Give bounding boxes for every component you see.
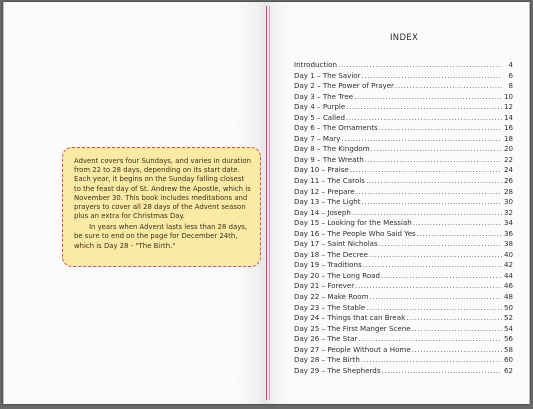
index-entry[interactable] — [294, 313, 513, 324]
index-entry-leader-dots — [366, 303, 502, 312]
spine-blue-line — [269, 6, 270, 400]
index-entry-page-number: 26 — [503, 176, 513, 186]
index-entry-leader-dots — [366, 176, 502, 185]
index-entry-page-number: 48 — [503, 292, 513, 302]
index-entry-page-number: 8 — [508, 81, 513, 91]
index-entry[interactable] — [294, 123, 513, 134]
index-entry-page-number: 4 — [508, 60, 513, 69]
index-entry-leader-dots — [355, 281, 502, 290]
index-entry-page-number: 44 — [503, 270, 513, 280]
index-entry-page-number: 52 — [503, 313, 513, 323]
index-entry-label: Day 22 – Make Room — [294, 292, 369, 302]
index-entry-label: Day 19 – Traditions — [294, 260, 362, 270]
index-entry-leader-dots — [412, 324, 502, 333]
index-entry-page-number: 32 — [503, 207, 513, 217]
index-entry-leader-dots — [341, 134, 502, 143]
index-entry-page-number: 62 — [503, 365, 513, 375]
index-entry-label: Day 9 – The Wreath — [294, 154, 364, 164]
index-entry-label: Day 20 – The Long Road — [294, 270, 381, 280]
index-entry[interactable] — [294, 81, 513, 92]
index-entry-page-number: 18 — [503, 133, 513, 143]
index-entry[interactable] — [294, 134, 513, 145]
advent-info-note — [62, 147, 261, 267]
index-entry[interactable] — [294, 113, 513, 124]
index-entry[interactable] — [294, 102, 513, 113]
index-entry[interactable] — [294, 60, 513, 71]
index-entry[interactable] — [294, 250, 513, 261]
note-paragraph-2: In years when Advent lasts less than 28 days, be sure to end on the page for December 24th, which is Day 28 - "The Birth." — [74, 223, 248, 250]
index-entry[interactable] — [294, 239, 513, 250]
index-entry-label: Day 1 – The Savior — [294, 70, 361, 80]
index-entry-label: Day 17 – Saint Nicholas — [294, 239, 378, 249]
index-entry-label: Day 29 – The Shepherds — [294, 365, 381, 375]
index-entry-leader-dots — [381, 271, 502, 280]
index-entry-label: Day 28 – The Birth — [294, 355, 360, 365]
index-entry-page-number: 22 — [503, 154, 513, 164]
index-entry-leader-dots — [361, 355, 502, 364]
index-entry-page-number: 42 — [503, 260, 513, 270]
index-entry-label: Day 12 – Prepare — [294, 186, 355, 196]
index-entry[interactable] — [294, 303, 513, 314]
index-entry-leader-dots — [356, 187, 502, 196]
index-entry-leader-dots — [369, 250, 502, 259]
index-entry-leader-dots — [395, 81, 502, 90]
index-entry-label: Day 14 – Joseph — [294, 207, 351, 217]
index-entry-page-number: 24 — [503, 165, 513, 175]
index-entry[interactable] — [294, 324, 513, 335]
index-entry-leader-dots — [417, 229, 502, 238]
book-spread — [3, 2, 530, 404]
index-entry[interactable] — [294, 197, 513, 208]
index-entry-label: Day 4 – Purple — [294, 102, 346, 112]
index-entry-leader-dots — [350, 165, 502, 174]
index-entry-page-number: 58 — [503, 344, 513, 354]
index-entry-leader-dots — [346, 102, 502, 111]
index-entry[interactable] — [294, 218, 513, 229]
index-entry-leader-dots — [413, 218, 502, 227]
index-entry-leader-dots — [338, 60, 502, 69]
index-entry-page-number: 14 — [503, 112, 513, 122]
index-entry[interactable] — [294, 366, 513, 377]
index-entry-page-number: 46 — [503, 281, 513, 291]
index-entry-label: Day 6 – The Ornaments — [294, 123, 378, 133]
index-entry-label: Day 7 – Mary — [294, 133, 341, 143]
index-entry-leader-dots — [379, 123, 502, 132]
index-entry[interactable] — [294, 155, 513, 166]
index-entry[interactable] — [294, 229, 513, 240]
index-entry-label: Day 11 – The Carols — [294, 176, 365, 186]
index-entry-leader-dots — [412, 345, 502, 354]
index-entry-label: Day 13 – The Light — [294, 197, 361, 207]
index-entry-page-number: 28 — [503, 186, 513, 196]
index-entry[interactable] — [294, 334, 513, 345]
index-entry-leader-dots — [406, 313, 502, 322]
index-entry[interactable] — [294, 144, 513, 155]
index-entry-page-number: 40 — [503, 249, 513, 259]
index-entry-leader-dots — [379, 239, 502, 248]
index-entry-page-number: 38 — [503, 239, 513, 249]
index-entry-label: Day 16 – The People Who Said Yes — [294, 228, 416, 238]
index-entry[interactable] — [294, 71, 513, 82]
index-entry-label: Day 2 – The Power of Prayer — [294, 81, 394, 91]
index-entry-page-number: 10 — [503, 91, 513, 101]
index-entry[interactable] — [294, 187, 513, 198]
index-entry-page-number: 30 — [503, 197, 513, 207]
index-entry-leader-dots — [362, 71, 502, 80]
index-entry-leader-dots — [346, 113, 502, 122]
index-entry[interactable] — [294, 176, 513, 187]
index-entry-leader-dots — [362, 197, 502, 206]
index-entry-label: Day 26 – The Star — [294, 334, 358, 344]
index-entry-label: Day 18 – The Decree — [294, 249, 369, 259]
index-title: INDEX — [390, 33, 419, 43]
index-entry[interactable] — [294, 292, 513, 303]
index-entry-page-number: 60 — [503, 355, 513, 365]
index-entry[interactable] — [294, 165, 513, 176]
index-entry-label: Day 15 – Looking for the Messiah — [294, 218, 412, 228]
index-entry[interactable] — [294, 281, 513, 292]
index-entry-leader-dots — [354, 92, 502, 101]
index-entry-page-number: 34 — [503, 218, 513, 228]
index-entry-leader-dots — [363, 260, 502, 269]
index-entry-leader-dots — [358, 334, 502, 343]
index-entry[interactable] — [294, 345, 513, 356]
index-entry-label: Introduction — [294, 60, 337, 69]
index-entry[interactable] — [294, 260, 513, 271]
index-entry-page-number: 12 — [503, 102, 513, 112]
index-entry-leader-dots — [371, 144, 502, 153]
index-entry-page-number: 56 — [503, 334, 513, 344]
index-entry-page-number: 36 — [503, 228, 513, 238]
index-entry-label: Day 21 – Forever — [294, 281, 355, 291]
note-paragraph-1: Advent covers four Sundays, and varies in duration from 22 to 28 days, depending on its start date. Each year, it begins on the Sunday falling closest to the feast day of St. Andrew the Apostle, which is November 30. This book includes meditations and prayers to cover all 28 days of the Advent season plus an extra for Christmas Day. — [74, 157, 251, 221]
index-entry-page-number: 20 — [503, 144, 513, 154]
index-entry-label: Day 24 – Things that can Break — [294, 313, 406, 323]
index-entry[interactable] — [294, 355, 513, 366]
index-entry[interactable] — [294, 92, 513, 103]
index-entry-page-number: 6 — [508, 70, 513, 80]
index-entry-label: Day 8 – The Kingdom — [294, 144, 370, 154]
index-entry-leader-dots — [370, 292, 502, 301]
index-entry-label: Day 23 – The Stable — [294, 302, 366, 312]
index-entry-leader-dots — [382, 366, 502, 375]
index-entry-page-number: 50 — [503, 302, 513, 312]
index-entry-leader-dots — [352, 208, 502, 217]
index-entry-leader-dots — [365, 155, 502, 164]
index-entry-label: Day 3 – The Tree — [294, 91, 354, 101]
index-entry-label: Day 27 – People Without a Home — [294, 344, 411, 354]
index-entry-label: Day 10 – Praise — [294, 165, 349, 175]
index-entry[interactable] — [294, 208, 513, 219]
index-entry-label: Day 5 – Called — [294, 112, 345, 122]
index-entry-label: Day 25 – The First Manger Scene — [294, 323, 411, 333]
spine-red-line — [266, 6, 267, 400]
index-entry[interactable] — [294, 271, 513, 282]
index-entry-page-number: 16 — [503, 123, 513, 133]
index-entry-page-number: 54 — [503, 323, 513, 333]
index-list — [294, 60, 513, 376]
